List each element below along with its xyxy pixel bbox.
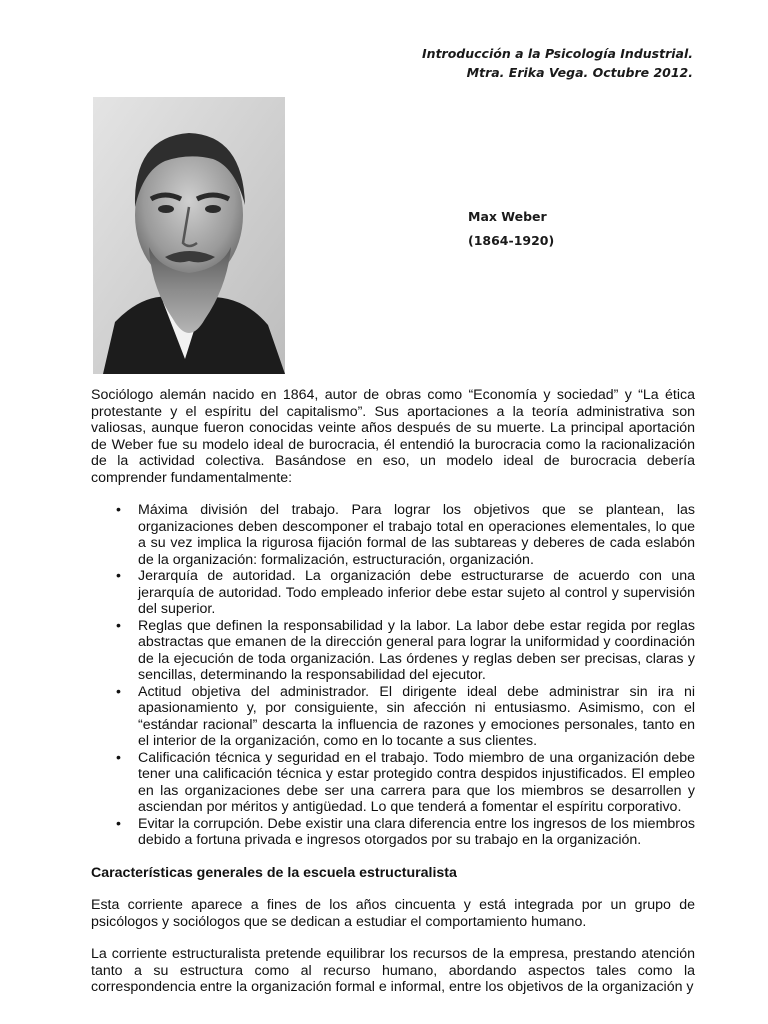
intro-paragraph: Sociólogo alemán nacido en 1864, autor de obras como “Economía y sociedad” y “La ética protestante y el espíritu del capitalismo”. Sus aportaciones a la teoría administrativa son valiosas, aunque fueron conocidas veinte años después de su muerte. La principal aportación de Weber fue su modelo ideal de burocracia, él entendió la burocracia como la racionalización de la actividad colectiva. Basándose en eso, un modelo ideal de burocracia debería comprender fundamentalmente:	[91, 387, 695, 486]
bureaucracy-points-list	[91, 502, 695, 849]
portrait-caption	[468, 205, 554, 253]
bullet-icon: •	[116, 568, 121, 584]
list-item-text: Máxima división del trabajo. Para lograr los objetivos que se plantean, las organizaciones deben descomponer el trabajo total en operaciones elementales, lo que a su vez implica la rigurosa fijación formal de las subtareas y deberes de cada eslabón de la organización: formalización, estructuración, organización.	[138, 502, 695, 568]
paragraph-structuralism-goals: La corriente estructuralista pretende equilibrar los recursos de la empresa, prestando atención tanto a su estructura como al recurso humano, abordando aspectos tales como la correspondencia entre la organización formal e informal, entre los objetivos de la organización y	[91, 946, 695, 995]
bullet-icon: •	[116, 749, 121, 766]
list-item	[116, 617, 695, 684]
list-item-text: Calificación técnica y seguridad en el trabajo. Todo miembro de una organización debe tener una calificación técnica y estar protegido contra despidos injustificados. El empleo en las organizaciones debe ser una carrera para que los miembros se desarrollen y asciendan por méritos y antigüedad. Lo que tenderá a fomentar el espíritu corporativo.	[138, 749, 695, 815]
header-author-date: Mtra. Erika Vega. Octubre 2012.	[466, 65, 693, 80]
caption-years: (1864-1920)	[468, 233, 555, 248]
caption-name: Max Weber	[468, 209, 547, 224]
bullet-icon: •	[116, 683, 121, 700]
list-item	[116, 749, 695, 816]
paragraph-structuralism-origin: Esta corriente aparece a fines de los años cincuenta y está integrada por un grupo de psicólogos y sociólogos que se dedican a estudiar el comportamiento humano.	[91, 897, 695, 930]
bullet-icon: •	[116, 815, 121, 832]
list-item-text: Reglas que definen la responsabilidad y la labor. La labor debe estar regida por reglas abstractas que emanen de la dirección general para lograr la uniformidad y coordinación de la ejecución de toda organización. Las órdenes y reglas deben ser precisas, claras y sencillas, determinando la responsabilidad del ejecutor.	[138, 617, 695, 683]
header-course-title: Introducción a la Psicología Industrial.	[422, 46, 693, 61]
list-item-text: Actitud objetiva del administrador. El dirigente ideal debe administrar sin ira ni apasionamiento y, por consiguiente, sin afección ni entusiasmo. Asimismo, con el “estándar racional” descarta la influencia de razones y emociones personales, tanto en el interior de la organización, como en lo tocante a sus clientes.	[138, 683, 695, 749]
list-item-text: Evitar la corrupción. Debe existir una clara diferencia entre los ingresos de los miembros debido a fortuna privada e ingresos otorgados por su trabajo en la organización.	[138, 815, 695, 848]
bullet-icon: •	[116, 502, 121, 518]
list-item	[116, 502, 695, 568]
page-header	[422, 44, 693, 82]
list-item-text: Jerarquía de autoridad. La organización debe estructurarse de acuerdo con una jerarquía de autoridad. Todo empleado inferior debe estar sujeto al control y supervisión del superior.	[138, 568, 695, 617]
list-item	[116, 683, 695, 750]
section-heading: Características generales de la escuela estructuralista	[91, 864, 457, 881]
portrait-illustration	[93, 97, 285, 374]
bullet-icon: •	[116, 617, 121, 634]
max-weber-portrait	[93, 97, 285, 374]
list-item	[116, 568, 695, 618]
list-item	[116, 815, 695, 849]
document-body	[91, 387, 695, 1012]
